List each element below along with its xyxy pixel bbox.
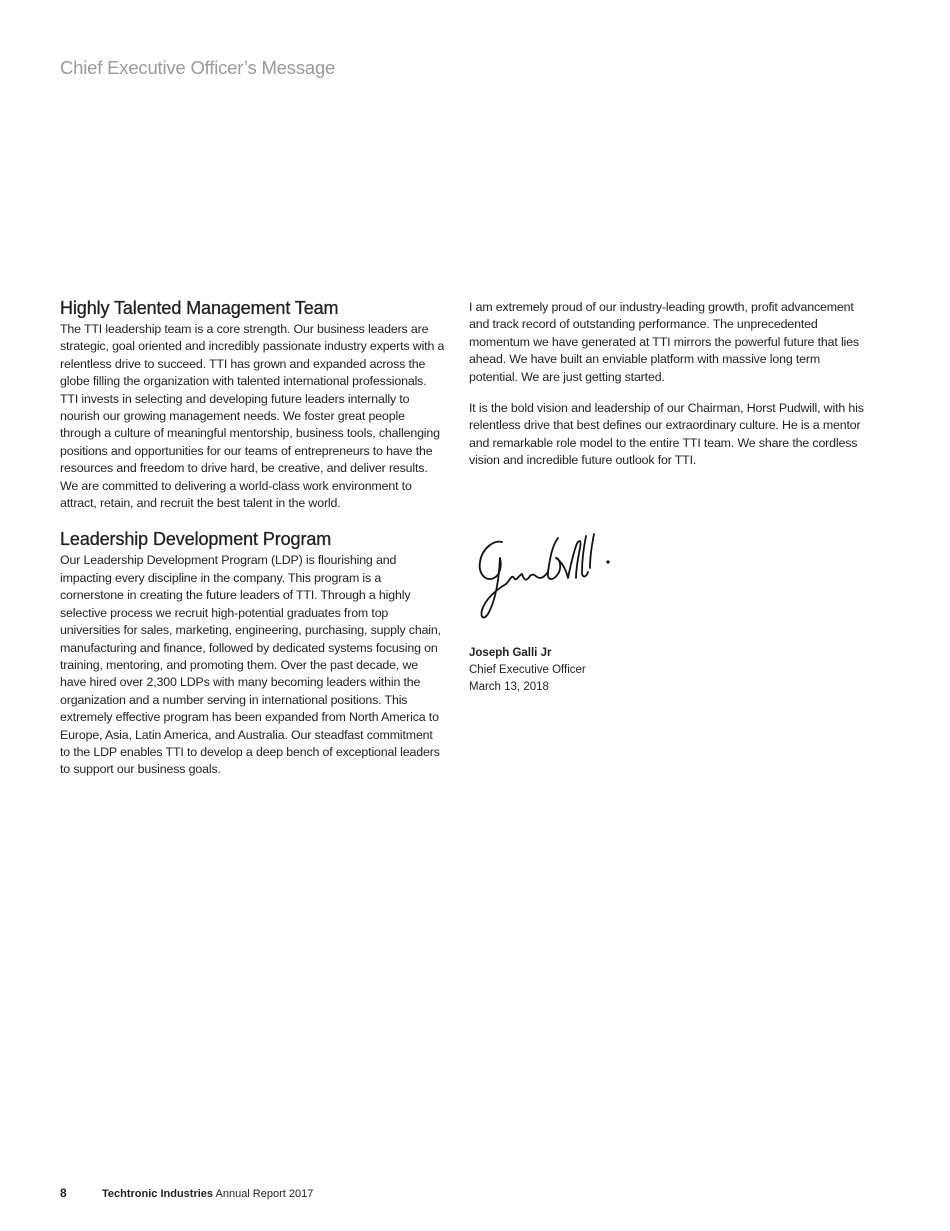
page-number: 8 bbox=[60, 1186, 67, 1200]
footer-company: Techtronic Industries bbox=[102, 1188, 214, 1200]
section-leadership-program bbox=[60, 529, 445, 778]
section-heading: Highly Talented Management Team bbox=[60, 298, 339, 318]
footer-report: Annual Report 2017 bbox=[215, 1188, 314, 1200]
section-body: The TTI leadership team is a core strength. Our business leaders are strategic, goal oriented and incredibly passionate industry experts with a relentless drive to succeed. TTI has grown and expanded across the globe filling the organization with talented international professionals. TTI invests in selecting and developing future leaders internally to nourish our growing management needs. We foster great people through a culture of meaningful mentorship, business tools, challenging positions and opportunities for our teams of entrepreneurs to have the resources and freedom to drive hard, be creative, and deliver results. We are committed to delivering a world-class work environment to attract, retain, and recruit the best talent in the world. bbox=[60, 322, 445, 511]
section-body: Our Leadership Development Program (LDP) is flourishing and impacting every discipline in the company. This program is a cornerstone in creating the future leaders of TTI. Through a highly selective process we recruit high-potential graduates from top universities for sales, marketing, engineering, purchasing, supply chain, manufacturing and finance, followed by dedicated systems focusing on training, mentoring, and promoting them. Over the past decade, we have hired over 2,300 LDPs with many becoming leaders within the organization and a number serving in international positions. This extremely effective program has been expanded from North America to Europe, Asia, Latin America, and Australia. Our steadfast commitment to the LDP enables TTI to develop a deep bench of exceptional leaders to support our business goals. bbox=[60, 553, 441, 777]
section-management-team bbox=[60, 298, 445, 512]
signatory-date: March 13, 2018 bbox=[469, 681, 549, 693]
signatory-name: Joseph Galli Jr bbox=[469, 647, 552, 659]
left-column bbox=[60, 298, 445, 779]
page-footer bbox=[60, 1186, 313, 1200]
right-column bbox=[469, 299, 864, 470]
signature-image bbox=[472, 528, 622, 628]
signatory-title: Chief Executive Officer bbox=[469, 664, 586, 676]
paragraph: I am extremely proud of our industry-leading growth, profit advancement and track record of outstanding performance. The unprecedented momentum we have generated at TTI mirrors the powerful future that lies ahead. We have built an enviable platform with massive long term potential. We are just getting started. bbox=[469, 300, 859, 384]
signatory-block bbox=[469, 645, 586, 696]
section-heading: Leadership Development Program bbox=[60, 529, 332, 550]
page-title: Chief Executive Officer’s Message bbox=[60, 57, 336, 78]
paragraph: It is the bold vision and leadership of our Chairman, Horst Pudwill, with his relentless drive that best defines our extraordinary culture. He is a mentor and remarkable role model to the entire TTI team. We share the cordless vision and incredible future outlook for TTI. bbox=[469, 401, 864, 468]
